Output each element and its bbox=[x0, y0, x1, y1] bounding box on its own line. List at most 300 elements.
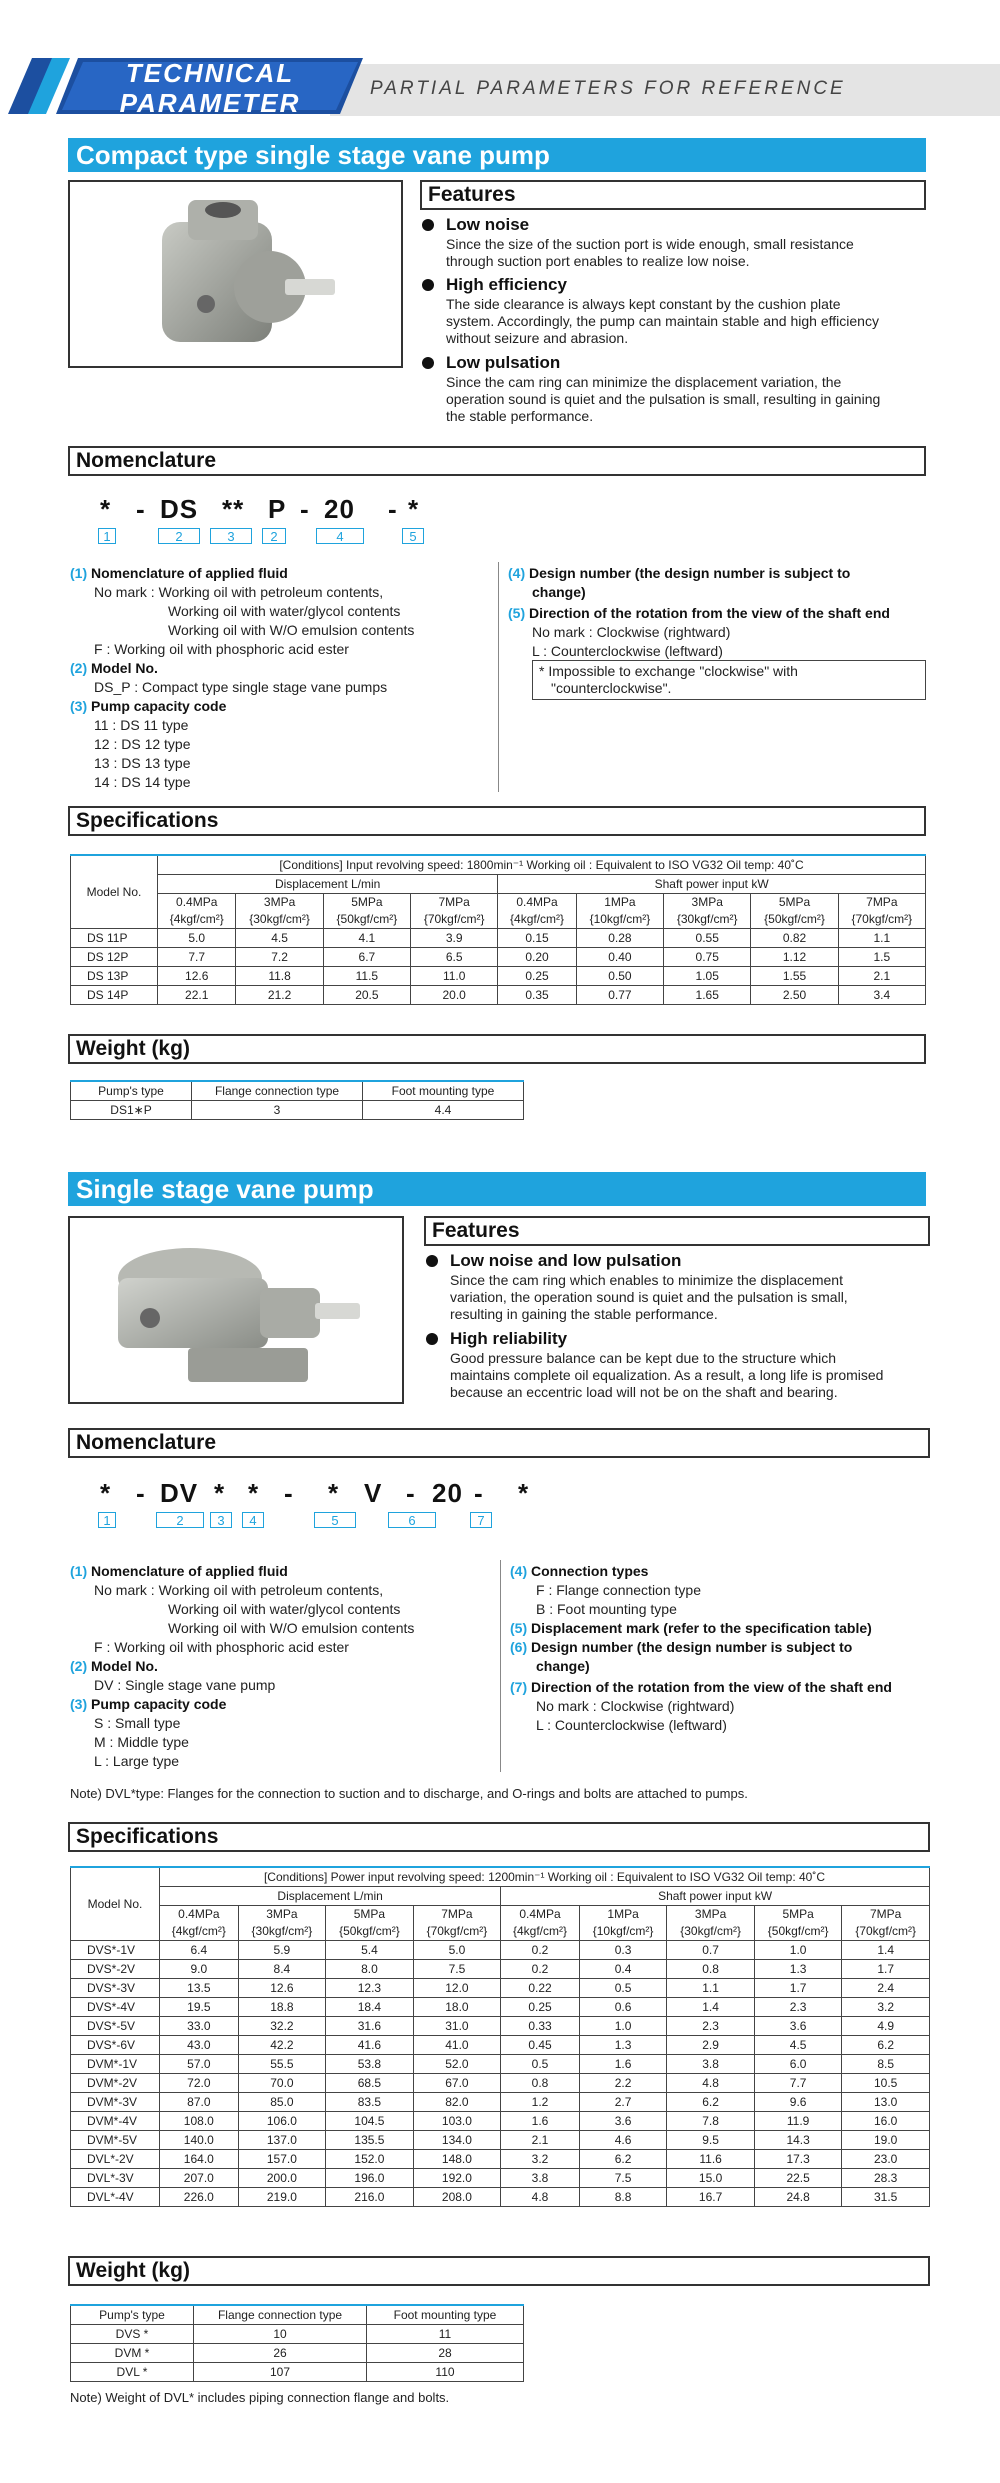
table-row bbox=[71, 967, 926, 986]
code-index-box: 2 bbox=[262, 528, 286, 544]
nomen-item-4: (4) Design number (the design number is subject to bbox=[508, 565, 851, 581]
pressure-header: 0.4MPa {4kgf/cm²} bbox=[501, 1906, 580, 1941]
value-cell: 85.0 bbox=[238, 2093, 326, 2112]
value-cell: 1.1 bbox=[838, 929, 925, 948]
table-row bbox=[71, 2188, 930, 2207]
value-cell: 16.0 bbox=[842, 2112, 930, 2131]
value-cell: 0.25 bbox=[498, 967, 576, 986]
table-row bbox=[71, 2074, 930, 2093]
pressure-header: 0.4MPa {4kgf/cm²} bbox=[158, 894, 236, 929]
weight-cell: 26 bbox=[194, 2344, 367, 2363]
value-cell: 6.5 bbox=[411, 948, 498, 967]
value-cell: 12.6 bbox=[238, 1979, 326, 1998]
nomen-item-7: (7) Direction of the rotation from the view of the shaft end bbox=[510, 1679, 892, 1695]
pressure-header: 3MPa {30kgf/cm²} bbox=[664, 894, 751, 929]
section2-code-12: * bbox=[518, 1478, 530, 1508]
section1-feature-3 bbox=[446, 352, 926, 425]
weight-cell: DVS * bbox=[71, 2325, 194, 2344]
pressure-header: 0.4MPa {4kgf/cm²} bbox=[498, 894, 576, 929]
value-cell: 1.4 bbox=[667, 1998, 755, 2017]
value-cell: 53.8 bbox=[326, 2055, 414, 2074]
section2-title-bar: Single stage vane pump bbox=[68, 1172, 926, 1206]
value-cell: 0.40 bbox=[576, 948, 663, 967]
value-cell: 157.0 bbox=[238, 2150, 326, 2169]
value-cell: 0.15 bbox=[498, 929, 576, 948]
value-cell: 3.6 bbox=[754, 2017, 842, 2036]
value-cell: 1.2 bbox=[501, 2093, 580, 2112]
weight-cell: 107 bbox=[194, 2363, 367, 2382]
value-cell: 1.7 bbox=[754, 1979, 842, 1998]
model-cell: DVS*-5V bbox=[71, 2017, 160, 2036]
model-cell: DVL*-4V bbox=[71, 2188, 160, 2207]
value-cell: 20.0 bbox=[411, 986, 498, 1005]
value-cell: 226.0 bbox=[160, 2188, 239, 2207]
nomen-item-6: (6) Design number (the design number is subject to bbox=[510, 1639, 853, 1655]
value-cell: 55.5 bbox=[238, 2055, 326, 2074]
model-cell: DVM*-4V bbox=[71, 2112, 160, 2131]
nomen-item-1: (1) Nomenclature of applied fluid bbox=[70, 565, 288, 581]
model-cell: DVS*-6V bbox=[71, 2036, 160, 2055]
value-cell: 4.9 bbox=[842, 2017, 930, 2036]
value-cell: 11.0 bbox=[411, 967, 498, 986]
value-cell: 0.22 bbox=[501, 1979, 580, 1998]
compact-pump-illustration bbox=[70, 182, 401, 366]
value-cell: 148.0 bbox=[413, 2150, 501, 2169]
section1-weight-title: Weight (kg) bbox=[68, 1034, 926, 1064]
model-cell: DVM*-5V bbox=[71, 2131, 160, 2150]
value-cell: 140.0 bbox=[160, 2131, 239, 2150]
value-cell: 4.5 bbox=[236, 929, 323, 948]
single-stage-pump-illustration bbox=[70, 1218, 402, 1402]
value-cell: 18.8 bbox=[238, 1998, 326, 2017]
model-cell: DS 13P bbox=[71, 967, 158, 986]
value-cell: 0.45 bbox=[501, 2036, 580, 2055]
value-cell: 2.3 bbox=[754, 1998, 842, 2017]
weight-cell: DS1∗P bbox=[71, 1101, 192, 1120]
value-cell: 0.7 bbox=[667, 1941, 755, 1960]
code-index-box: 1 bbox=[98, 1512, 116, 1528]
value-cell: 200.0 bbox=[238, 2169, 326, 2188]
value-cell: 3.8 bbox=[667, 2055, 755, 2074]
table-row bbox=[71, 2169, 930, 2188]
table-row bbox=[71, 2150, 930, 2169]
feature-line: because an eccentric load will not be on the shaft and bearing. bbox=[450, 1384, 838, 1400]
value-cell: 8.5 bbox=[842, 2055, 930, 2074]
section1-spec-title: Specifications bbox=[68, 806, 926, 836]
feature-heading: Low pulsation bbox=[446, 352, 926, 374]
value-cell: 82.0 bbox=[413, 2093, 501, 2112]
value-cell: 7.8 bbox=[667, 2112, 755, 2131]
table-row bbox=[71, 2325, 524, 2344]
value-cell: 0.55 bbox=[664, 929, 751, 948]
code-index-box: 4 bbox=[242, 1512, 264, 1528]
section1-features-title: Features bbox=[420, 180, 926, 210]
value-cell: 2.9 bbox=[667, 2036, 755, 2055]
value-cell: 2.2 bbox=[579, 2074, 667, 2093]
table-row bbox=[71, 986, 926, 1005]
model-cell: DVM*-3V bbox=[71, 2093, 160, 2112]
code-index-box: 6 bbox=[388, 1512, 436, 1528]
value-cell: 20.5 bbox=[323, 986, 410, 1005]
value-cell: 192.0 bbox=[413, 2169, 501, 2188]
value-cell: 1.6 bbox=[501, 2112, 580, 2131]
nomen-text: S : Small type bbox=[94, 1715, 181, 1731]
value-cell: 9.6 bbox=[754, 2093, 842, 2112]
value-cell: 0.3 bbox=[579, 1941, 667, 1960]
nomen-text: 11 : DS 11 type bbox=[94, 717, 189, 733]
section1-code-1: * bbox=[100, 494, 112, 524]
feature-line: maintains complete oil equalization. As a result, a long life is promised bbox=[450, 1367, 884, 1383]
section2-code-5: * bbox=[248, 1478, 260, 1508]
pressure-header: 7MPa {70kgf/cm²} bbox=[842, 1906, 930, 1941]
value-cell: 13.0 bbox=[842, 2093, 930, 2112]
value-cell: 33.0 bbox=[160, 2017, 239, 2036]
value-cell: 67.0 bbox=[413, 2074, 501, 2093]
value-cell: 4.8 bbox=[501, 2188, 580, 2207]
section1-code-6: - bbox=[300, 494, 310, 524]
value-cell: 0.6 bbox=[579, 1998, 667, 2017]
shaft-power-header: Shaft power input kW bbox=[498, 875, 926, 894]
nomen-text: No mark : Clockwise (rightward) bbox=[532, 624, 731, 640]
section1-feature-1 bbox=[446, 214, 926, 270]
section2-nomenclature-title: Nomenclature bbox=[68, 1428, 930, 1458]
value-cell: 7.2 bbox=[236, 948, 323, 967]
value-cell: 22.5 bbox=[754, 2169, 842, 2188]
nomen-text: 12 : DS 12 type bbox=[94, 736, 191, 752]
rotation-note-box bbox=[532, 660, 926, 700]
value-cell: 57.0 bbox=[160, 2055, 239, 2074]
value-cell: 208.0 bbox=[413, 2188, 501, 2207]
value-cell: 87.0 bbox=[160, 2093, 239, 2112]
feature-line: without seizure and abrasion. bbox=[446, 330, 629, 346]
feature-line: Good pressure balance can be kept due to the structure which bbox=[450, 1350, 837, 1366]
feature-heading: High reliability bbox=[450, 1328, 930, 1350]
value-cell: 4.6 bbox=[579, 2131, 667, 2150]
nomen-text: 14 : DS 14 type bbox=[94, 774, 191, 790]
table-row bbox=[71, 2017, 930, 2036]
code-index-box: 1 bbox=[98, 528, 116, 544]
nomen-text: Working oil with water/glycol contents bbox=[168, 1601, 401, 1617]
value-cell: 3.4 bbox=[838, 986, 925, 1005]
weight-header: Foot mounting type bbox=[363, 1081, 524, 1101]
weight-header: Flange connection type bbox=[192, 1081, 363, 1101]
header-subtitle: PARTIAL PARAMETERS FOR REFERENCE bbox=[370, 78, 846, 99]
value-cell: 52.0 bbox=[413, 2055, 501, 2074]
section1-code-8: - bbox=[388, 494, 398, 524]
weight-cell: DVM * bbox=[71, 2344, 194, 2363]
section1-code-9: * bbox=[408, 494, 420, 524]
pressure-header: 7MPa {70kgf/cm²} bbox=[413, 1906, 501, 1941]
value-cell: 1.65 bbox=[664, 986, 751, 1005]
value-cell: 31.6 bbox=[326, 2017, 414, 2036]
value-cell: 164.0 bbox=[160, 2150, 239, 2169]
value-cell: 9.5 bbox=[667, 2131, 755, 2150]
conditions-cell: [Conditions] Power input revolving speed: 1200min⁻¹ Working oil : Equivalent to ISO VG32 Oil temp: 40˚C bbox=[160, 1867, 930, 1887]
nomen-item-5: (5) Displacement mark (refer to the specification table) bbox=[510, 1620, 872, 1636]
value-cell: 21.2 bbox=[236, 986, 323, 1005]
pressure-header: 1MPa {10kgf/cm²} bbox=[576, 894, 663, 929]
model-cell: DVS*-2V bbox=[71, 1960, 160, 1979]
table-row bbox=[71, 1101, 524, 1120]
weight-header: Foot mounting type bbox=[367, 2305, 524, 2325]
value-cell: 1.7 bbox=[842, 1960, 930, 1979]
value-cell: 7.5 bbox=[413, 1960, 501, 1979]
weight-header: Pump's type bbox=[71, 1081, 192, 1101]
value-cell: 108.0 bbox=[160, 2112, 239, 2131]
nomen-text: L : Large type bbox=[94, 1753, 180, 1769]
section2-spec-title: Specifications bbox=[68, 1822, 930, 1852]
table-row bbox=[71, 948, 926, 967]
section1-spec-table bbox=[70, 854, 926, 1005]
model-cell: DVM*-2V bbox=[71, 2074, 160, 2093]
column-divider bbox=[498, 562, 499, 792]
value-cell: 11.9 bbox=[754, 2112, 842, 2131]
value-cell: 7.5 bbox=[579, 2169, 667, 2188]
section2-feature-2 bbox=[450, 1328, 930, 1401]
feature-line: operation sound is quiet and the pulsation is small, resulting in gaining bbox=[446, 391, 881, 407]
value-cell: 106.0 bbox=[238, 2112, 326, 2131]
value-cell: 219.0 bbox=[238, 2188, 326, 2207]
nomen-text: No mark : Working oil with petroleum contents, bbox=[94, 1582, 384, 1598]
nomen-item-1: (1) Nomenclature of applied fluid bbox=[70, 1563, 288, 1579]
value-cell: 43.0 bbox=[160, 2036, 239, 2055]
table-row bbox=[71, 2055, 930, 2074]
code-index-box: 2 bbox=[158, 528, 200, 544]
value-cell: 18.0 bbox=[413, 1998, 501, 2017]
section2-code-2: - bbox=[136, 1478, 146, 1508]
nomen-text: 13 : DS 13 type bbox=[94, 755, 191, 771]
section1-code-5: P bbox=[268, 494, 287, 524]
value-cell: 104.5 bbox=[326, 2112, 414, 2131]
weight-cell: 28 bbox=[367, 2344, 524, 2363]
section1-code-2: - bbox=[136, 494, 146, 524]
feature-line: the stable performance. bbox=[446, 408, 594, 424]
feature-line: through suction port enables to realize low noise. bbox=[446, 253, 750, 269]
section2-spec-table bbox=[70, 1866, 930, 2207]
nomen-text: F : Flange connection type bbox=[536, 1582, 701, 1598]
value-cell: 0.75 bbox=[664, 948, 751, 967]
value-cell: 14.3 bbox=[754, 2131, 842, 2150]
value-cell: 12.6 bbox=[158, 967, 236, 986]
value-cell: 1.4 bbox=[842, 1941, 930, 1960]
value-cell: 2.4 bbox=[842, 1979, 930, 1998]
weight-header: Flange connection type bbox=[194, 2305, 367, 2325]
value-cell: 152.0 bbox=[326, 2150, 414, 2169]
value-cell: 11.6 bbox=[667, 2150, 755, 2169]
value-cell: 1.05 bbox=[664, 967, 751, 986]
value-cell: 4.1 bbox=[323, 929, 410, 948]
value-cell: 6.2 bbox=[842, 2036, 930, 2055]
value-cell: 18.4 bbox=[326, 1998, 414, 2017]
weight-header: Pump's type bbox=[71, 2305, 194, 2325]
model-cell: DVL*-2V bbox=[71, 2150, 160, 2169]
value-cell: 9.0 bbox=[160, 1960, 239, 1979]
value-cell: 2.1 bbox=[838, 967, 925, 986]
value-cell: 0.2 bbox=[501, 1960, 580, 1979]
value-cell: 6.2 bbox=[667, 2093, 755, 2112]
value-cell: 13.5 bbox=[160, 1979, 239, 1998]
model-cell: DS 12P bbox=[71, 948, 158, 967]
value-cell: 7.7 bbox=[754, 2074, 842, 2093]
nomen-text: Working oil with water/glycol contents bbox=[168, 603, 401, 619]
nomen-text: L : Counterclockwise (leftward) bbox=[532, 643, 723, 659]
value-cell: 134.0 bbox=[413, 2131, 501, 2150]
value-cell: 11.8 bbox=[236, 967, 323, 986]
value-cell: 1.3 bbox=[754, 1960, 842, 1979]
value-cell: 0.2 bbox=[501, 1941, 580, 1960]
value-cell: 8.8 bbox=[579, 2188, 667, 2207]
weight-cell: DVL * bbox=[71, 2363, 194, 2382]
value-cell: 0.33 bbox=[501, 2017, 580, 2036]
section2-code-10: 20 bbox=[432, 1478, 463, 1508]
value-cell: 31.0 bbox=[413, 2017, 501, 2036]
value-cell: 6.0 bbox=[754, 2055, 842, 2074]
code-index-box: 7 bbox=[470, 1512, 492, 1528]
table-row bbox=[71, 929, 926, 948]
value-cell: 0.20 bbox=[498, 948, 576, 967]
value-cell: 68.5 bbox=[326, 2074, 414, 2093]
pressure-header: 7MPa {70kgf/cm²} bbox=[838, 894, 925, 929]
model-cell: DVM*-1V bbox=[71, 2055, 160, 2074]
value-cell: 1.5 bbox=[838, 948, 925, 967]
section2-code-9: - bbox=[406, 1478, 416, 1508]
section1-weight-table bbox=[70, 1080, 524, 1120]
value-cell: 1.6 bbox=[579, 2055, 667, 2074]
header-title-line1: TECHNICAL bbox=[125, 58, 295, 88]
value-cell: 207.0 bbox=[160, 2169, 239, 2188]
pressure-header: 5MPa {50kgf/cm²} bbox=[751, 894, 838, 929]
shaft-power-header: Shaft power input kW bbox=[501, 1887, 930, 1906]
value-cell: 22.1 bbox=[158, 986, 236, 1005]
value-cell: 28.3 bbox=[842, 2169, 930, 2188]
nomen-item-3: (3) Pump capacity code bbox=[70, 698, 227, 714]
nomen-text: F : Working oil with phosphoric acid ester bbox=[94, 641, 349, 657]
value-cell: 2.3 bbox=[667, 2017, 755, 2036]
value-cell: 19.0 bbox=[842, 2131, 930, 2150]
value-cell: 3.8 bbox=[501, 2169, 580, 2188]
nomen-text: L : Counterclockwise (leftward) bbox=[536, 1717, 727, 1733]
feature-line: system. Accordingly, the pump can maintain stable and high efficiency bbox=[446, 313, 879, 329]
value-cell: 4.8 bbox=[667, 2074, 755, 2093]
value-cell: 12.0 bbox=[413, 1979, 501, 1998]
table-row bbox=[71, 1960, 930, 1979]
section2-code-11: - bbox=[474, 1478, 484, 1508]
table-row bbox=[71, 2112, 930, 2131]
feature-line: Since the cam ring which enables to minimize the displacement bbox=[450, 1272, 843, 1288]
code-index-box: 3 bbox=[210, 1512, 232, 1528]
section2-code-3: DV bbox=[160, 1478, 199, 1508]
nomen-text: change) bbox=[532, 584, 586, 600]
code-index-box: 5 bbox=[314, 1512, 356, 1528]
section1-code-7: 20 bbox=[324, 494, 355, 524]
nomen-text: B : Foot mounting type bbox=[536, 1601, 677, 1617]
value-cell: 0.8 bbox=[501, 2074, 580, 2093]
section2-code-8: V bbox=[364, 1478, 383, 1508]
value-cell: 5.0 bbox=[413, 1941, 501, 1960]
value-cell: 41.6 bbox=[326, 2036, 414, 2055]
value-cell: 0.5 bbox=[501, 2055, 580, 2074]
weight-cell: 4.4 bbox=[363, 1101, 524, 1120]
single-stage-pump-image bbox=[68, 1216, 404, 1404]
table-row bbox=[71, 1998, 930, 2017]
section2-code-7: * bbox=[328, 1478, 340, 1508]
nomen-item-5: (5) Direction of the rotation from the view of the shaft end bbox=[508, 605, 890, 621]
value-cell: 12.3 bbox=[326, 1979, 414, 1998]
value-cell: 0.8 bbox=[667, 1960, 755, 1979]
value-cell: 3.6 bbox=[579, 2112, 667, 2131]
header-title bbox=[100, 58, 320, 118]
value-cell: 216.0 bbox=[326, 2188, 414, 2207]
value-cell: 17.3 bbox=[754, 2150, 842, 2169]
value-cell: 6.7 bbox=[323, 948, 410, 967]
table-row bbox=[71, 2131, 930, 2150]
nomen-text: F : Working oil with phosphoric acid ester bbox=[94, 1639, 349, 1655]
value-cell: 0.77 bbox=[576, 986, 663, 1005]
value-cell: 1.0 bbox=[579, 2017, 667, 2036]
dvl-flange-note: Note) DVL*type: Flanges for the connection to suction and to discharge, and O-rings and bolts are attached to pumps. bbox=[70, 1786, 748, 1801]
value-cell: 31.5 bbox=[842, 2188, 930, 2207]
conditions-cell: [Conditions] Input revolving speed: 1800min⁻¹ Working oil : Equivalent to ISO VG32 Oil temp: 40˚C bbox=[158, 855, 926, 875]
value-cell: 41.0 bbox=[413, 2036, 501, 2055]
value-cell: 135.5 bbox=[326, 2131, 414, 2150]
displacement-header: Displacement L/min bbox=[158, 875, 498, 894]
value-cell: 1.1 bbox=[667, 1979, 755, 1998]
feature-line: The side clearance is always kept constant by the cushion plate bbox=[446, 296, 841, 312]
section2-weight-title: Weight (kg) bbox=[68, 2256, 930, 2286]
section2-features-title: Features bbox=[424, 1216, 930, 1246]
value-cell: 137.0 bbox=[238, 2131, 326, 2150]
pressure-header: 5MPa {50kgf/cm²} bbox=[754, 1906, 842, 1941]
code-index-box: 2 bbox=[156, 1512, 204, 1528]
feature-line: variation, the operation sound is quiet and the pulsation is small, bbox=[450, 1289, 848, 1305]
model-cell: DVS*-3V bbox=[71, 1979, 160, 1998]
value-cell: 196.0 bbox=[326, 2169, 414, 2188]
nomen-text: change) bbox=[536, 1658, 590, 1674]
pressure-header: 3MPa {30kgf/cm²} bbox=[667, 1906, 755, 1941]
column-divider bbox=[500, 1560, 501, 1772]
value-cell: 1.55 bbox=[751, 967, 838, 986]
value-cell: 0.35 bbox=[498, 986, 576, 1005]
value-cell: 2.7 bbox=[579, 2093, 667, 2112]
displacement-header: Displacement L/min bbox=[160, 1887, 501, 1906]
pressure-header: 5MPa {50kgf/cm²} bbox=[323, 894, 410, 929]
value-cell: 3.2 bbox=[842, 1998, 930, 2017]
section1-feature-2 bbox=[446, 274, 926, 347]
pressure-header: 0.4MPa {4kgf/cm²} bbox=[160, 1906, 239, 1941]
value-cell: 0.50 bbox=[576, 967, 663, 986]
header-model-no: Model No. bbox=[71, 855, 158, 929]
section2-code-4: * bbox=[214, 1478, 226, 1508]
section1-code-4: ** bbox=[222, 494, 245, 524]
model-cell: DVS*-1V bbox=[71, 1941, 160, 1960]
pressure-header: 5MPa {50kgf/cm²} bbox=[326, 1906, 414, 1941]
value-cell: 0.28 bbox=[576, 929, 663, 948]
feature-line: Since the size of the suction port is wide enough, small resistance bbox=[446, 236, 854, 252]
nomen-text: M : Middle type bbox=[94, 1734, 189, 1750]
nomen-text: DS_P : Compact type single stage vane pumps bbox=[94, 679, 388, 695]
value-cell: 15.0 bbox=[667, 2169, 755, 2188]
value-cell: 32.2 bbox=[238, 2017, 326, 2036]
nomen-item-4: (4) Connection types bbox=[510, 1563, 649, 1579]
value-cell: 103.0 bbox=[413, 2112, 501, 2131]
table-row bbox=[71, 1979, 930, 1998]
pressure-header: 7MPa {70kgf/cm²} bbox=[411, 894, 498, 929]
value-cell: 19.5 bbox=[160, 1998, 239, 2017]
value-cell: 1.3 bbox=[579, 2036, 667, 2055]
value-cell: 0.82 bbox=[751, 929, 838, 948]
value-cell: 0.5 bbox=[579, 1979, 667, 1998]
header-model-no: Model No. bbox=[71, 1867, 160, 1941]
